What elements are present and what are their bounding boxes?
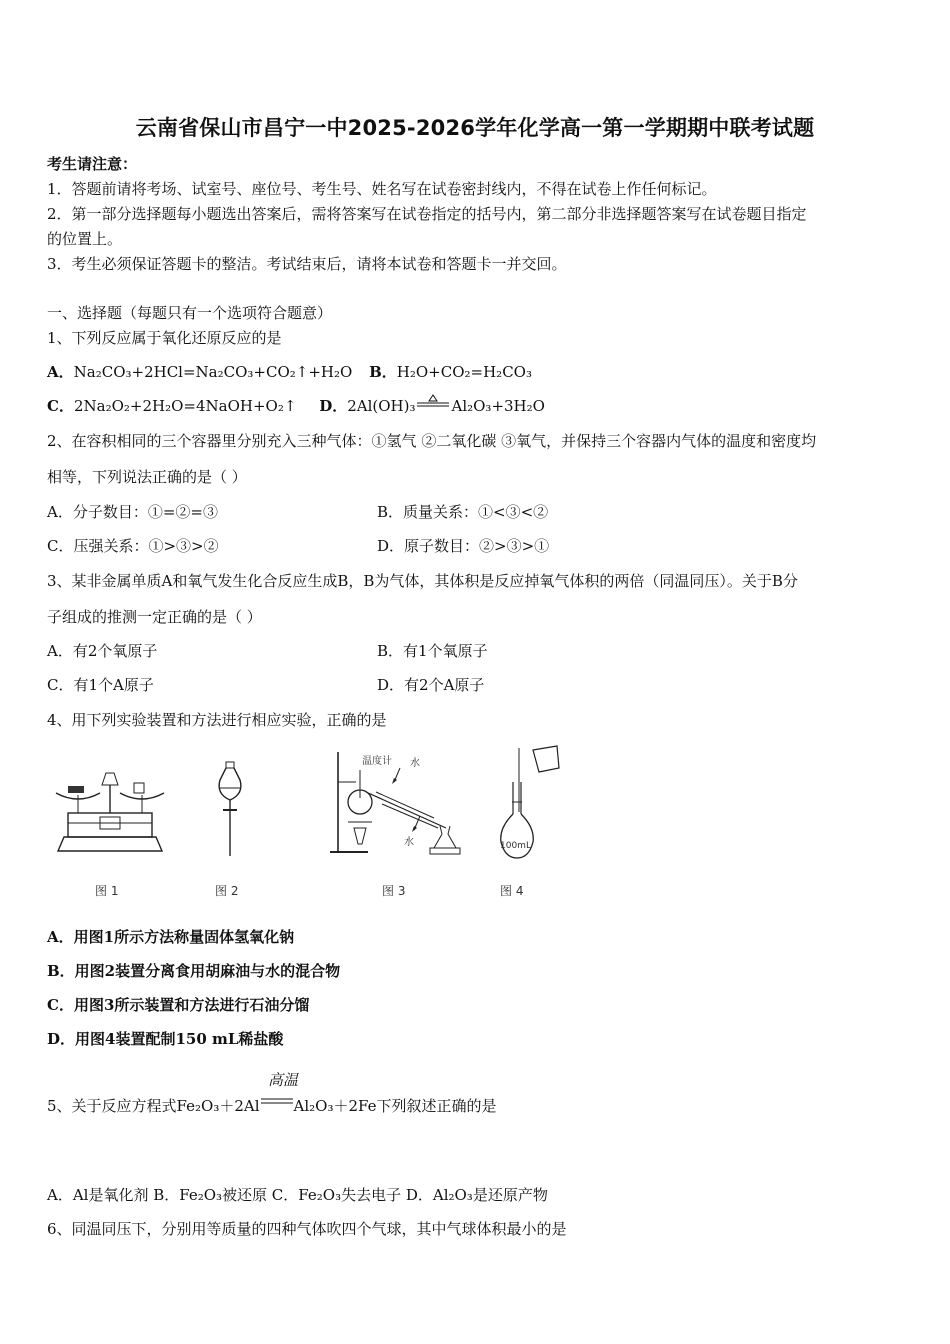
distillation-apparatus-figure bbox=[328, 748, 473, 858]
q2-stem-1: 2、在容积相同的三个容器里分别充入三种气体：①氢气 ②二氧化碳 ③氧气，并保持三个容器内气体的温度和密度均 bbox=[47, 432, 817, 450]
q4-stem: 4、用下列实验装置和方法进行相应实验，正确的是 bbox=[47, 711, 387, 729]
q3-stem-2: 子组成的推测一定正确的是（ ） bbox=[47, 608, 262, 626]
q1-c-label: C． bbox=[47, 397, 74, 415]
balance-scale-figure bbox=[50, 765, 170, 861]
q4-option-d: D．用图4装置配制150 mL稀盐酸 bbox=[47, 1030, 284, 1048]
q3-option-b: B．有1个氧原子 bbox=[377, 642, 488, 660]
q4-option-c: C．用图3所示装置和方法进行石油分馏 bbox=[47, 996, 310, 1014]
q5-stem-pre: 5、关于反应方程式Fe₂O₃＋2Al bbox=[47, 1097, 260, 1115]
separatory-funnel-figure bbox=[210, 760, 250, 860]
q2-option-d: D．原子数目：②>③>① bbox=[377, 537, 550, 555]
q1-c-text: 2Na₂O₂+2H₂O=4NaOH+O₂↑ bbox=[73, 397, 297, 415]
heat-arrow-icon bbox=[415, 394, 451, 412]
q1-a-text: Na₂CO₃+2HCl=Na₂CO₃+CO₂↑+H₂O bbox=[73, 363, 353, 381]
notice-item-2: 2．第一部分选择题每小题选出答案后，需将答案写在试卷指定的括号内，第二部分非选择题答案写在试卷题目指定 bbox=[47, 205, 807, 223]
page-title: 云南省保山市昌宁一中2025-2026学年化学高一第一学期期中联考试题 bbox=[135, 116, 815, 140]
q4-option-a: A．用图1所示方法称量固体氢氧化钠 bbox=[47, 928, 295, 946]
fig4-label: 图 4 bbox=[500, 884, 524, 898]
fig3-water-out-label: 水 bbox=[404, 837, 414, 848]
q1-d-left: 2Al(OH)₃ bbox=[347, 397, 416, 415]
q1-a-label: A． bbox=[47, 363, 74, 381]
notice-item-2-cont: 的位置上。 bbox=[47, 230, 123, 248]
q2-stem-2: 相等，下列说法正确的是（ ） bbox=[47, 468, 247, 486]
fig3-thermometer-label: 温度计 bbox=[362, 756, 392, 767]
fig2-label: 图 2 bbox=[215, 884, 239, 898]
q1-option-c-d bbox=[47, 395, 545, 416]
q6-stem: 6、同温同压下，分别用等质量的四种气体吹四个气球，其中气球体积最小的是 bbox=[47, 1220, 567, 1238]
q5-condition: 高温 bbox=[268, 1071, 299, 1089]
notice-item-3: 3．考生必须保证答题卡的整洁。考试结束后，请将本试卷和答题卡一并交回。 bbox=[47, 255, 567, 273]
notice-item-1: 1．答题前请将考场、试室号、座位号、考生号、姓名写在试卷密封线内，不得在试卷上作任何标记。 bbox=[47, 180, 717, 198]
q1-d-label: D． bbox=[319, 397, 348, 415]
fig3-label: 图 3 bbox=[382, 884, 406, 898]
q3-option-a: A．有2个氧原子 bbox=[47, 642, 158, 660]
q3-option-d: D．有2个A原子 bbox=[377, 676, 485, 694]
q1-stem: 1、下列反应属于氧化还原反应的是 bbox=[47, 329, 282, 347]
fig3-water-in-label: 水 bbox=[410, 758, 420, 769]
q2-option-b: B．质量关系：①<③<② bbox=[377, 503, 549, 521]
q1-b-text: H₂O+CO₂=H₂CO₃ bbox=[396, 363, 532, 381]
q3-stem-1: 3、某非金属单质A和氧气发生化合反应生成B，B为气体，其体积是反应掉氧气体积的两倍（同温同压）。关于B分 bbox=[47, 572, 798, 590]
fig4-flask-label: 100mL bbox=[500, 841, 531, 851]
q5-options: A．Al是氧化剂 B．Fe₂O₃被还原 C．Fe₂O₃失去电子 D．Al₂O₃是还原产物 bbox=[47, 1186, 548, 1204]
q3-option-c: C．有1个A原子 bbox=[47, 676, 154, 694]
fig1-label: 图 1 bbox=[95, 884, 119, 898]
q2-option-c: C．压强关系：①>③>② bbox=[47, 537, 219, 555]
q1-b-label: B． bbox=[369, 363, 397, 381]
q1-d-right: Al₂O₃+3H₂O bbox=[451, 397, 545, 415]
q1-option-a-b bbox=[47, 361, 532, 382]
section-heading: 一、选择题（每题只有一个选项符合题意） bbox=[47, 304, 333, 322]
notice-heading: 考生请注意： bbox=[47, 155, 138, 173]
q5-stem-post: Al₂O₃＋2Fe下列叙述正确的是 bbox=[293, 1097, 497, 1115]
equals-arrow-icon bbox=[260, 1091, 294, 1109]
q4-option-b: B．用图2装置分离食用胡麻油与水的混合物 bbox=[47, 962, 341, 980]
q2-option-a: A．分子数目：①=②=③ bbox=[47, 503, 218, 521]
q5-stem bbox=[47, 1095, 496, 1116]
